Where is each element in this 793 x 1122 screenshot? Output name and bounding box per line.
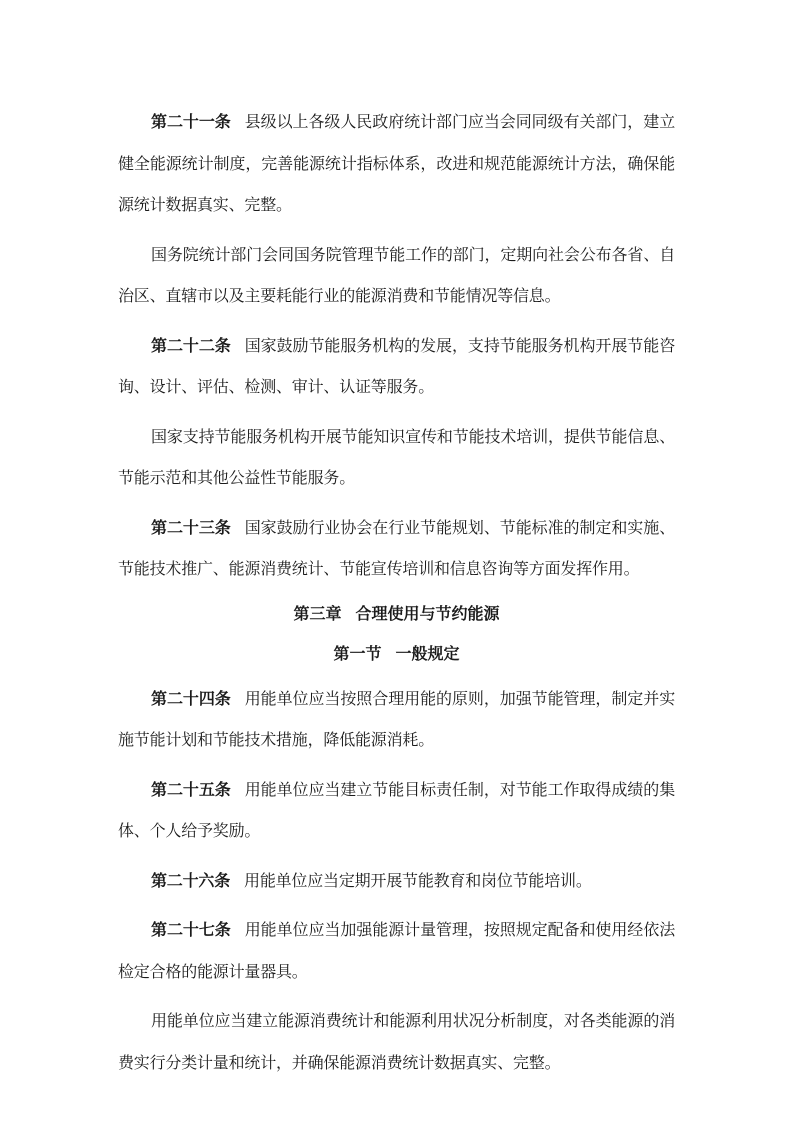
article-25 xyxy=(118,769,675,852)
chapter-heading xyxy=(118,598,675,630)
paragraph: 国务院统计部门会同国务院管理节能工作的部门，定期向社会公布各省、自治区、直辖市以及主要耗能行业的能源消费和节能情况等信息。 xyxy=(118,244,675,305)
article-text: 用能单位应当建立节能目标责任制，对节能工作取得成绩的集体、个人给予奖励。 xyxy=(118,779,675,840)
article-number: 第二十三条 xyxy=(151,517,231,537)
article-text: 用能单位应当按照合理用能的原则，加强节能管理，制定并实施节能计划和节能技术措施，降低能源消耗。 xyxy=(118,688,675,749)
article-number: 第二十一条 xyxy=(151,112,231,131)
article-text: 用能单位应当加强能源计量管理，按照规定配备和使用经依法检定合格的能源计量器具。 xyxy=(118,920,675,981)
article-number: 第二十六条 xyxy=(151,870,231,890)
article-21 xyxy=(118,101,675,226)
article-text: 用能单位应当定期开展节能教育和岗位节能培训。 xyxy=(244,870,592,890)
article-text: 国家鼓励行业协会在行业节能规划、节能标准的制定和实施、节能技术推广、能源消费统计、节能宣传培训和信息咨询等方面发挥作用。 xyxy=(118,517,675,578)
chapter-title: 合理使用与节约能源 xyxy=(355,603,500,623)
article-text: 国家鼓励节能服务机构的发展，支持节能服务机构开展节能咨询、设计、评估、检测、审计、认证等服务。 xyxy=(118,335,675,396)
article-number: 第二十四条 xyxy=(151,688,231,708)
section-label: 第一节 xyxy=(333,643,382,663)
article-23 xyxy=(118,507,675,590)
article-27 xyxy=(118,909,675,992)
article-26 xyxy=(118,860,675,902)
chapter-label: 第三章 xyxy=(293,603,342,623)
paragraph: 用能单位应当建立能源消费统计和能源利用状况分析制度，对各类能源的消费实行分类计量和统计，并确保能源消费统计数据真实、完整。 xyxy=(118,1011,675,1072)
section-heading xyxy=(118,638,675,670)
article-number: 第二十二条 xyxy=(151,335,231,355)
section-title: 一般规定 xyxy=(395,643,460,663)
article-text: 县级以上各级人民政府统计部门应当会同同级有关部门，建立健全能源统计制度，完善能源统计指标体系，改进和规范能源统计方法，确保能源统计数据真实、完整。 xyxy=(118,112,675,214)
article-24 xyxy=(118,678,675,761)
article-22 xyxy=(118,325,675,408)
article-number: 第二十五条 xyxy=(151,779,231,799)
paragraph: 国家支持节能服务机构开展节能知识宣传和节能技术培训，提供节能信息、节能示范和其他公益性节能服务。 xyxy=(118,426,675,487)
document-body xyxy=(118,101,675,1091)
article-number: 第二十七条 xyxy=(151,920,231,939)
